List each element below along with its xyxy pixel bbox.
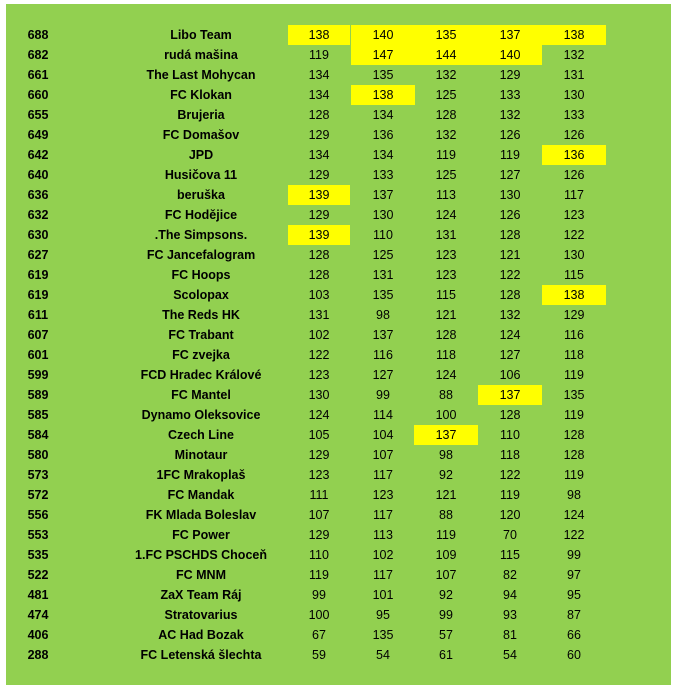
- round-score: 135: [372, 288, 394, 302]
- round-score: 130: [372, 208, 394, 222]
- round-score: 132: [563, 48, 585, 62]
- round-score: 137: [372, 188, 394, 202]
- round-score: 113: [436, 188, 456, 202]
- round-score: 60: [567, 648, 581, 662]
- round-score: 125: [435, 168, 457, 182]
- table-row: [6, 225, 671, 245]
- team-name: .The Simpsons.: [154, 228, 248, 242]
- total-points: 553: [27, 528, 49, 542]
- round-score: 123: [435, 268, 457, 282]
- table-row: [6, 445, 671, 465]
- round-score: 138: [288, 25, 350, 45]
- round-score: 133: [372, 168, 394, 182]
- round-score: 136: [542, 145, 606, 165]
- total-points: 655: [27, 108, 49, 122]
- round-score: 123: [563, 208, 585, 222]
- round-score: 102: [308, 328, 330, 342]
- round-score: 126: [563, 128, 585, 142]
- team-name: The Last Mohycan: [146, 68, 256, 82]
- round-score: 122: [563, 528, 585, 542]
- round-score: 131: [435, 228, 457, 242]
- round-score: 129: [308, 528, 330, 542]
- round-score: 124: [563, 508, 585, 522]
- round-score: 132: [435, 68, 457, 82]
- round-score: 134: [308, 88, 330, 102]
- team-name: ZaX Team Ráj: [160, 588, 242, 602]
- round-score: 98: [439, 448, 453, 462]
- total-points: 599: [27, 368, 49, 382]
- round-score: 126: [499, 208, 521, 222]
- team-name: 1FC Mrakoplaš: [156, 468, 246, 482]
- round-score: 129: [308, 128, 330, 142]
- round-score: 99: [376, 388, 390, 402]
- total-points: 619: [27, 288, 49, 302]
- round-score: 128: [499, 228, 521, 242]
- round-score: 129: [563, 308, 585, 322]
- round-score: 136: [372, 128, 394, 142]
- table-row: [6, 25, 671, 45]
- team-name: FCD Hradec Králové: [140, 368, 262, 382]
- round-score: 82: [503, 568, 517, 582]
- round-score: 139: [288, 185, 350, 205]
- round-score: 137: [478, 385, 542, 405]
- total-points: 682: [27, 48, 49, 62]
- team-name: 1.FC PSCHDS Choceň: [135, 548, 267, 562]
- table-row: [6, 105, 671, 125]
- round-score: 137: [372, 328, 394, 342]
- table-row: [6, 45, 671, 65]
- team-name: FC Trabant: [168, 328, 234, 342]
- round-score: 110: [373, 228, 393, 242]
- table-row: [6, 385, 671, 405]
- round-score: 123: [372, 488, 394, 502]
- table-row: [6, 545, 671, 565]
- round-score: 122: [499, 468, 521, 482]
- round-score: 103: [308, 288, 330, 302]
- table-row: [6, 65, 671, 85]
- round-score: 130: [308, 388, 330, 402]
- round-score: 122: [308, 348, 330, 362]
- round-score: 134: [372, 148, 394, 162]
- round-score: 118: [436, 348, 456, 362]
- round-score: 127: [499, 348, 521, 362]
- total-points: 642: [27, 148, 49, 162]
- round-score: 129: [499, 68, 521, 82]
- round-score: 128: [499, 408, 521, 422]
- team-name: FK Mlada Boleslav: [145, 508, 257, 522]
- total-points: 572: [27, 488, 49, 502]
- results-sheet: [6, 4, 671, 685]
- round-score: 118: [500, 448, 520, 462]
- round-score: 126: [499, 128, 521, 142]
- round-score: 93: [503, 608, 517, 622]
- total-points: 522: [27, 568, 49, 582]
- round-score: 94: [503, 588, 517, 602]
- round-score: 117: [373, 468, 393, 482]
- round-score: 125: [435, 88, 457, 102]
- round-score: 120: [499, 508, 521, 522]
- round-score: 131: [308, 308, 330, 322]
- team-name: FC Hodějice: [164, 208, 238, 222]
- results-table: [6, 25, 671, 665]
- round-score: 98: [376, 308, 390, 322]
- round-score: 134: [308, 68, 330, 82]
- round-score: 129: [308, 208, 330, 222]
- round-score: 70: [503, 528, 517, 542]
- round-score: 110: [500, 428, 520, 442]
- round-score: 126: [563, 168, 585, 182]
- table-row: [6, 265, 671, 285]
- round-score: 87: [567, 608, 581, 622]
- round-score: 54: [376, 648, 390, 662]
- round-score: 119: [564, 468, 584, 482]
- table-row: [6, 405, 671, 425]
- round-score: 131: [563, 68, 585, 82]
- total-points: 573: [27, 468, 49, 482]
- round-score: 123: [435, 248, 457, 262]
- round-score: 113: [373, 528, 393, 542]
- total-points: 688: [27, 28, 49, 42]
- round-score: 92: [439, 588, 453, 602]
- table-row: [6, 365, 671, 385]
- round-score: 139: [288, 225, 350, 245]
- total-points: 584: [27, 428, 49, 442]
- round-score: 122: [563, 228, 585, 242]
- team-name: FC Jancefalogram: [146, 248, 256, 262]
- round-score: 115: [564, 268, 584, 282]
- round-score: 138: [542, 25, 606, 45]
- round-score: 129: [308, 168, 330, 182]
- round-score: 124: [499, 328, 521, 342]
- round-score: 119: [564, 408, 584, 422]
- round-score: 61: [439, 648, 453, 662]
- round-score: 88: [439, 388, 453, 402]
- round-score: 105: [308, 428, 330, 442]
- table-row: [6, 645, 671, 665]
- team-name: beruška: [177, 188, 225, 202]
- round-score: 119: [309, 568, 329, 582]
- round-score: 123: [308, 368, 330, 382]
- round-score: 121: [435, 488, 457, 502]
- table-row: [6, 205, 671, 225]
- round-score: 95: [376, 608, 390, 622]
- round-score: 130: [563, 248, 585, 262]
- round-score: 128: [563, 428, 585, 442]
- round-score: 116: [373, 348, 393, 362]
- table-row: [6, 285, 671, 305]
- table-row: [6, 485, 671, 505]
- round-score: 104: [372, 428, 394, 442]
- round-score: 66: [567, 628, 581, 642]
- total-points: 474: [27, 608, 49, 622]
- round-score: 107: [308, 508, 330, 522]
- table-row: [6, 525, 671, 545]
- round-score: 98: [567, 488, 581, 502]
- round-score: 147: [351, 45, 415, 65]
- table-row: [6, 625, 671, 645]
- round-score: 107: [372, 448, 394, 462]
- total-points: 288: [27, 648, 49, 662]
- round-score: 100: [435, 408, 457, 422]
- table-row: [6, 505, 671, 525]
- total-points: 660: [27, 88, 49, 102]
- round-score: 124: [435, 208, 457, 222]
- round-score: 117: [373, 508, 393, 522]
- table-row: [6, 425, 671, 445]
- round-score: 138: [351, 85, 415, 105]
- round-score: 124: [435, 368, 457, 382]
- round-score: 67: [312, 628, 326, 642]
- round-score: 119: [436, 148, 456, 162]
- table-row: [6, 85, 671, 105]
- total-points: 580: [27, 448, 49, 462]
- round-score: 54: [503, 648, 517, 662]
- table-row: [6, 345, 671, 365]
- table-row: [6, 305, 671, 325]
- team-name: JPD: [188, 148, 214, 162]
- table-row: [6, 465, 671, 485]
- team-name: Brujeria: [177, 108, 225, 122]
- team-name: Minotaur: [174, 448, 228, 462]
- round-score: 99: [567, 548, 581, 562]
- team-name: FC Letenská šlechta: [140, 648, 262, 662]
- round-score: 117: [564, 188, 584, 202]
- round-score: 133: [499, 88, 521, 102]
- team-name: FC Mandak: [167, 488, 235, 502]
- total-points: 649: [27, 128, 49, 142]
- round-score: 107: [435, 568, 457, 582]
- round-score: 101: [372, 588, 394, 602]
- total-points: 630: [27, 228, 49, 242]
- round-score: 132: [499, 108, 521, 122]
- round-score: 130: [563, 88, 585, 102]
- round-score: 118: [564, 348, 584, 362]
- round-score: 140: [478, 45, 542, 65]
- team-name: FC zvejka: [172, 348, 230, 362]
- round-score: 134: [308, 148, 330, 162]
- round-score: 92: [439, 468, 453, 482]
- round-score: 127: [499, 168, 521, 182]
- round-score: 99: [439, 608, 453, 622]
- team-name: Dynamo Oleksovice: [141, 408, 261, 422]
- table-row: [6, 565, 671, 585]
- round-score: 135: [414, 25, 478, 45]
- total-points: 619: [27, 268, 49, 282]
- round-score: 135: [372, 628, 394, 642]
- table-row: [6, 185, 671, 205]
- total-points: 607: [27, 328, 49, 342]
- round-score: 59: [312, 648, 326, 662]
- round-score: 106: [499, 368, 521, 382]
- table-row: [6, 585, 671, 605]
- round-score: 99: [312, 588, 326, 602]
- team-name: FC MNM: [176, 568, 226, 582]
- round-score: 127: [372, 368, 394, 382]
- table-row: [6, 125, 671, 145]
- team-name: The Reds HK: [162, 308, 240, 322]
- round-score: 140: [351, 25, 415, 45]
- table-row: [6, 605, 671, 625]
- table-row: [6, 145, 671, 165]
- total-points: 627: [27, 248, 49, 262]
- team-name: Scolopax: [173, 288, 229, 302]
- round-score: 115: [500, 548, 520, 562]
- round-score: 128: [499, 288, 521, 302]
- round-score: 128: [435, 328, 457, 342]
- round-score: 121: [499, 248, 521, 262]
- round-score: 100: [308, 608, 330, 622]
- team-name: FC Hoops: [171, 268, 231, 282]
- round-score: 57: [439, 628, 453, 642]
- round-score: 129: [308, 448, 330, 462]
- round-score: 133: [563, 108, 585, 122]
- round-score: 115: [436, 288, 456, 302]
- round-score: 124: [308, 408, 330, 422]
- round-score: 119: [436, 528, 456, 542]
- team-name: Stratovarius: [164, 608, 238, 622]
- team-name: AC Had Bozak: [158, 628, 244, 642]
- round-score: 128: [308, 268, 330, 282]
- round-score: 135: [563, 388, 585, 402]
- round-score: 119: [500, 148, 520, 162]
- table-row: [6, 325, 671, 345]
- total-points: 556: [27, 508, 49, 522]
- round-score: 131: [372, 268, 394, 282]
- team-name: FC Power: [172, 528, 230, 542]
- total-points: 589: [27, 388, 49, 402]
- round-score: 81: [503, 628, 517, 642]
- total-points: 585: [27, 408, 49, 422]
- round-score: 128: [435, 108, 457, 122]
- round-score: 130: [499, 188, 521, 202]
- round-score: 138: [542, 285, 606, 305]
- total-points: 640: [27, 168, 49, 182]
- round-score: 128: [308, 248, 330, 262]
- round-score: 134: [372, 108, 394, 122]
- total-points: 636: [27, 188, 49, 202]
- team-name: FC Klokan: [170, 88, 232, 102]
- round-score: 114: [373, 408, 393, 422]
- round-score: 119: [500, 488, 520, 502]
- total-points: 611: [27, 308, 49, 322]
- round-score: 97: [567, 568, 581, 582]
- round-score: 125: [372, 248, 394, 262]
- round-score: 135: [372, 68, 394, 82]
- round-score: 102: [372, 548, 394, 562]
- round-score: 116: [564, 328, 584, 342]
- team-name: FC Mantel: [171, 388, 231, 402]
- table-row: [6, 165, 671, 185]
- round-score: 109: [435, 548, 457, 562]
- round-score: 121: [435, 308, 457, 322]
- round-score: 137: [414, 425, 478, 445]
- total-points: 601: [27, 348, 49, 362]
- round-score: 123: [308, 468, 330, 482]
- round-score: 128: [308, 108, 330, 122]
- round-score: 119: [564, 368, 584, 382]
- team-name: rudá mašina: [164, 48, 238, 62]
- round-score: 137: [478, 25, 542, 45]
- team-name: Libo Team: [170, 28, 232, 42]
- round-score: 132: [435, 128, 457, 142]
- round-score: 117: [373, 568, 393, 582]
- round-score: 95: [567, 588, 581, 602]
- total-points: 632: [27, 208, 49, 222]
- team-name: FC Domašov: [162, 128, 240, 142]
- round-score: 122: [499, 268, 521, 282]
- round-score: 88: [439, 508, 453, 522]
- round-score: 110: [309, 548, 329, 562]
- round-score: 144: [414, 45, 478, 65]
- table-row: [6, 245, 671, 265]
- round-score: 128: [563, 448, 585, 462]
- round-score: 111: [309, 488, 329, 502]
- round-score: 132: [499, 308, 521, 322]
- round-score: 119: [309, 48, 329, 62]
- total-points: 535: [27, 548, 49, 562]
- team-name: Czech Line: [168, 428, 234, 442]
- total-points: 406: [27, 628, 49, 642]
- total-points: 661: [27, 68, 49, 82]
- team-name: Husičova 11: [164, 168, 238, 182]
- total-points: 481: [27, 588, 49, 602]
